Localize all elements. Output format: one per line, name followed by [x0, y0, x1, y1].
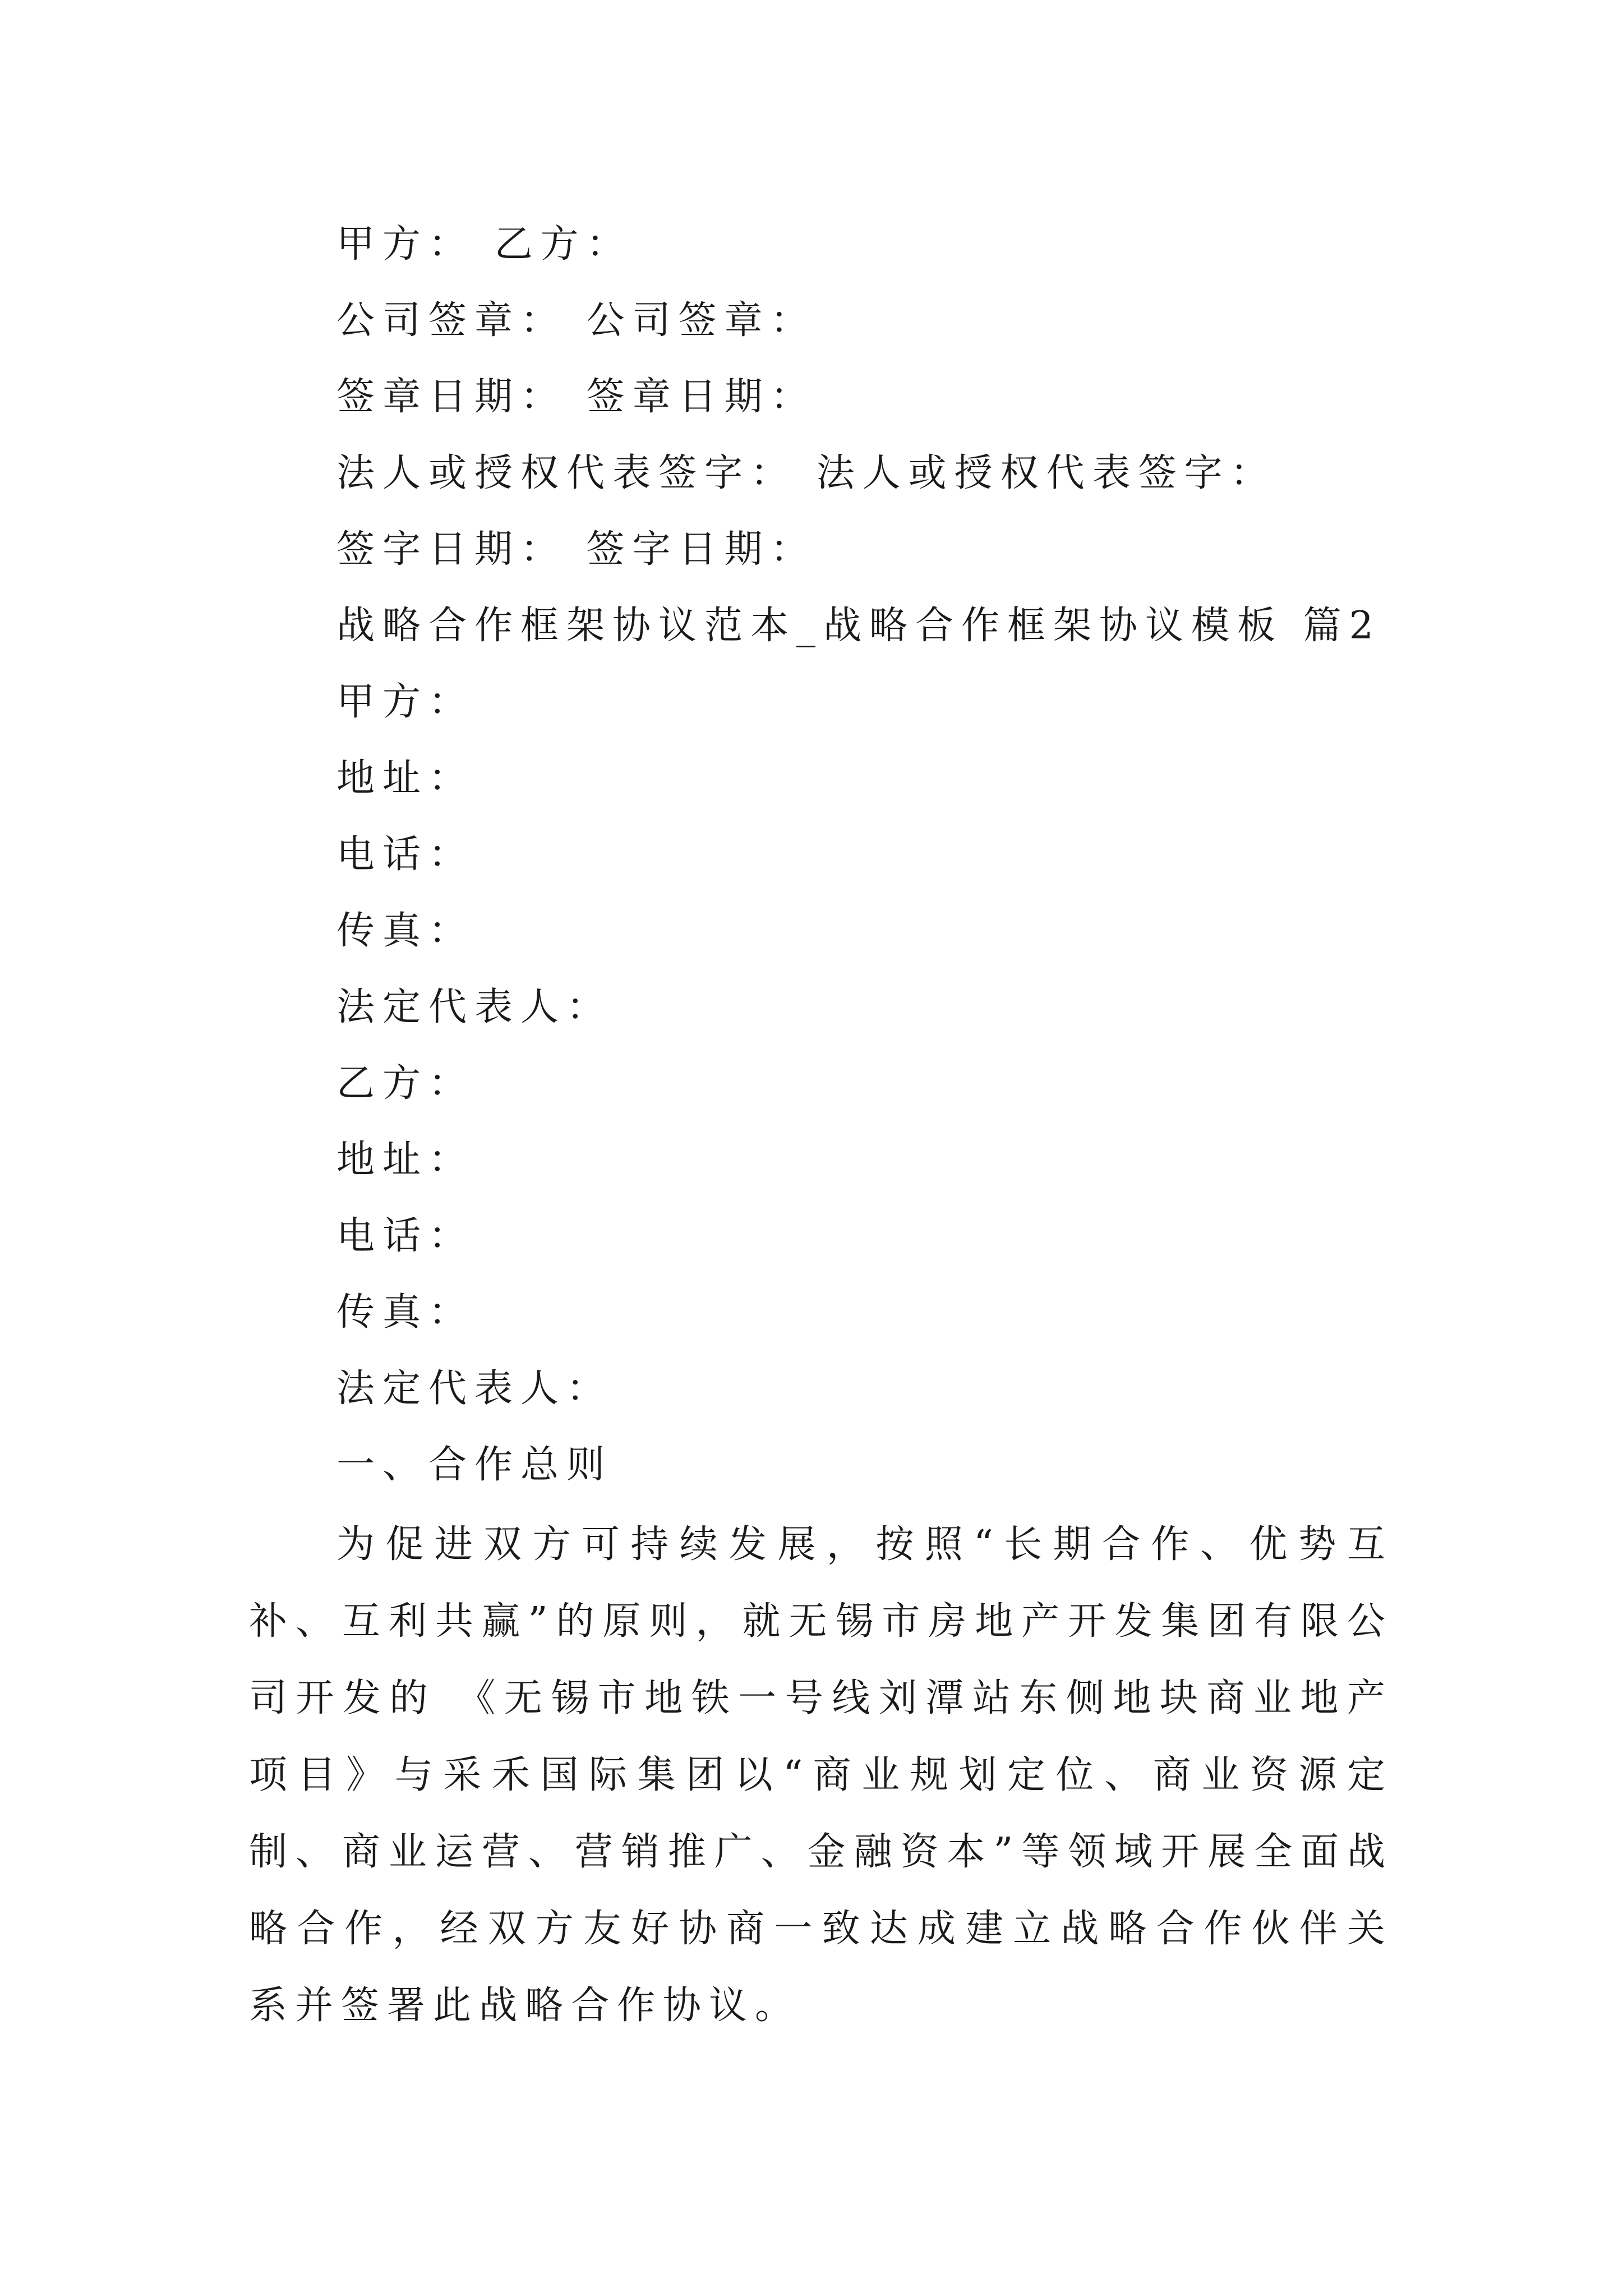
party-a-legal-rep: 法定代表人： — [336, 985, 613, 1029]
party-b-address: 地址： — [336, 1138, 475, 1182]
party-b-legal-rep: 法定代表人： — [336, 1366, 613, 1411]
party-a-fax: 传真： — [336, 909, 475, 953]
signature-line-seal-date: 签章日期： 签章日期： — [336, 375, 817, 419]
signature-line-company-seal: 公司签章： 公司签章： — [336, 298, 817, 343]
signature-line-parties: 甲方： 乙方： — [336, 222, 633, 266]
paragraph-general-principles: 为促进双方可持续发展，按照“长期合作、优势互补、互利共赢”的原则，就无锡市房地产开发集团有限公司开发的 《无锡市地铁一号线刘潭站东侧地块商业地产项目》与采禾国际集团以“商业规划定位、商业资源定制、商业运营、营销推广、金融资本”等领域开展全面战略合作，经双方友好协商一致达成建立战略合作伙伴关系并签署此战略合作协议。 — [249, 1522, 1393, 2028]
signature-line-representative: 法人或授权代表签字： 法人或授权代表签字： — [336, 451, 1276, 495]
heading-general-principles: 一、合作总则 — [336, 1443, 613, 1487]
party-a-phone: 电话： — [336, 832, 475, 877]
party-b-fax: 传真： — [336, 1290, 475, 1335]
signature-line-sign-date: 签字日期： 签字日期： — [336, 527, 817, 572]
party-b-phone: 电话： — [336, 1214, 475, 1258]
party-a-address: 地址： — [336, 756, 475, 800]
party-b-label: 乙方： — [336, 1061, 475, 1106]
party-a-label: 甲方： — [336, 680, 475, 724]
section-title: 战略合作框架协议范本_战略合作框架协议模板 篇2 — [336, 604, 1381, 648]
